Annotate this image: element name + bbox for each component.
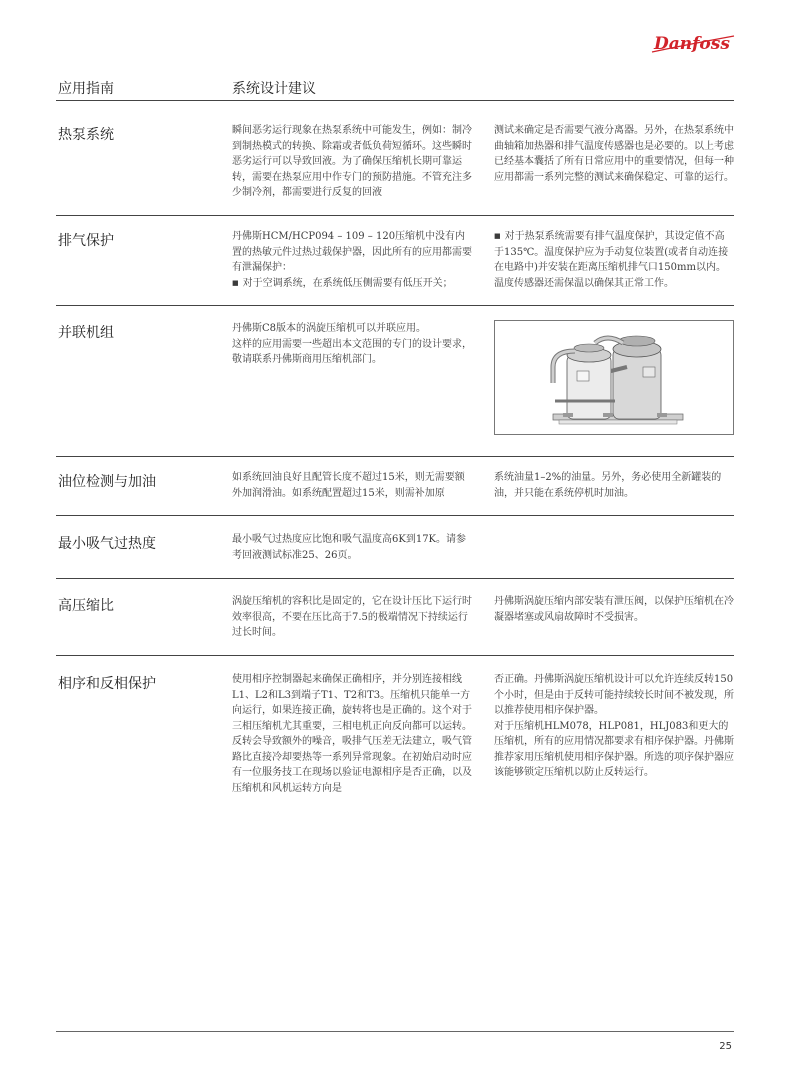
section-rule xyxy=(56,655,734,656)
section-title-oil-check: 油位检测与加油 xyxy=(58,474,156,490)
discharge-text-right xyxy=(494,229,734,291)
heat-pump-text-left: 瞬间恶劣运行现象在热泵系统中可能发生，例如：制冷到制热模式的转换、除霜或者低负荷短循环。这些瞬时恶劣运行可以导致回液。为了确保压缩机长期可靠运转，需要在热泵应用中作专门的预防措施。不管充注多少制冷剂，都需要进行反复的回液 xyxy=(232,125,472,198)
section-heading: 系统设计建议 xyxy=(232,81,316,97)
section-title-heat-pump: 热泵系统 xyxy=(58,127,114,143)
header-rule xyxy=(56,100,734,101)
section-rule xyxy=(56,456,734,457)
superheat-text: 最小吸气过热度应比饱和吸气温度高6K到17K。请参考回液测试标准25、26页。 xyxy=(232,534,467,561)
section-rule xyxy=(56,305,734,306)
section-title-min-superheat: 最小吸气过热度 xyxy=(58,536,156,552)
section-title-phase-protection: 相序和反相保护 xyxy=(58,676,156,692)
phase-text-left: 使用相序控制器起来确保正确相序，并分别连接相线L1、L2和L3到端子T1、T2和T3。压缩机只能单一方向运行，如果连接正确，旋转将也是正确的。这个对于三相压缩机尤其重要，三相电机正向反向都可以运转。反转会导致额外的噪音，吸排气压差无法建立，吸气管路比直接冷却要热等一系列异常现象。在初始启动时应有一位服务技工在现场以验证电源相序是否正确，以及压缩机和风机运转方向是 xyxy=(232,674,472,794)
section-title-discharge-protection: 排气保护 xyxy=(58,233,114,249)
bullet-item: ■ 对于热泵系统需要有排气温度保护，其设定值不高于135℃。温度保护应为手动复位装置(或者自动连接在电路中)并安装在距离压缩机排气口150mm以内。温度传感器还需保温以确保其正常工作。 xyxy=(494,229,734,291)
parallel-text: 丹佛斯C8版本的涡旋压缩机可以并联应用。 这样的应用需要一些超出本文范围的专门的设计要求，敬请联系丹佛斯商用压缩机部门。 xyxy=(232,323,472,365)
ratio-text-left: 涡旋压缩机的容积比是固定的，它在设计压比下运行时效率很高，不要在压比高于7.5的极端情况下持续运行过长时间。 xyxy=(232,596,472,638)
ratio-text-right: 丹佛斯涡旋压缩内部安装有泄压阀，以保护压缩机在冷凝器堵塞或风扇故障时不受损害。 xyxy=(494,596,734,623)
discharge-text-left: 丹佛斯HCM/HCP094 – 109 – 120压缩机中没有内置的热敏元件过热过载保护器，因此所有的应用都需要有泄漏保护： ■ 对于空调系统，在系统低压侧需要有低压开关； xyxy=(232,229,472,291)
oil-text-right: 系统油量1–2%的油量。另外，务必使用全新罐装的油，并只能在系统停机时加油。 xyxy=(494,472,722,499)
bullet-item: ■ 对于空调系统，在系统低压侧需要有低压开关； xyxy=(232,276,472,292)
danfoss-logo xyxy=(650,30,736,56)
section-title-high-ratio: 高压缩比 xyxy=(58,598,114,614)
heat-pump-text-right: 测试来确定是否需要气液分离器。另外，在热泵系统中曲轴箱加热器和排气温度传感器也是必要的。以上考虑已经基本囊括了所有日常应用中的重要情况，但每一种应用都需一系列完整的测试来确保稳定、可靠的运行。 xyxy=(494,125,734,183)
section-rule xyxy=(56,578,734,579)
svg-text:Danfoss: Danfoss xyxy=(654,34,730,54)
section-rule xyxy=(56,215,734,216)
oil-text-left: 如系统回油良好且配管长度不超过15米，则无需要额外加润滑油。如系统配置超过15米，则需补加原 xyxy=(232,472,465,499)
footer-rule xyxy=(56,1031,734,1032)
section-rule xyxy=(56,515,734,516)
tandem-compressor-illustration xyxy=(494,320,734,435)
page-number: 25 xyxy=(719,1041,732,1052)
guide-title: 应用指南 xyxy=(58,81,114,97)
phase-text-right: 否正确。丹佛斯涡旋压缩机设计可以允许连续反转150个小时，但是由于反转可能持续较长时间不被发现，所以推荐使用相序保护器。 对于压缩机HLM078，HLP081，HLJ083和更大的压缩机，所有的应用情况都要求有相序保护器。丹佛斯推荐家用压缩机使用相序保护器。所选的项序保护器应该能够锁定压缩机以防止反转运行。 xyxy=(494,674,734,778)
section-title-parallel: 并联机组 xyxy=(58,325,114,341)
